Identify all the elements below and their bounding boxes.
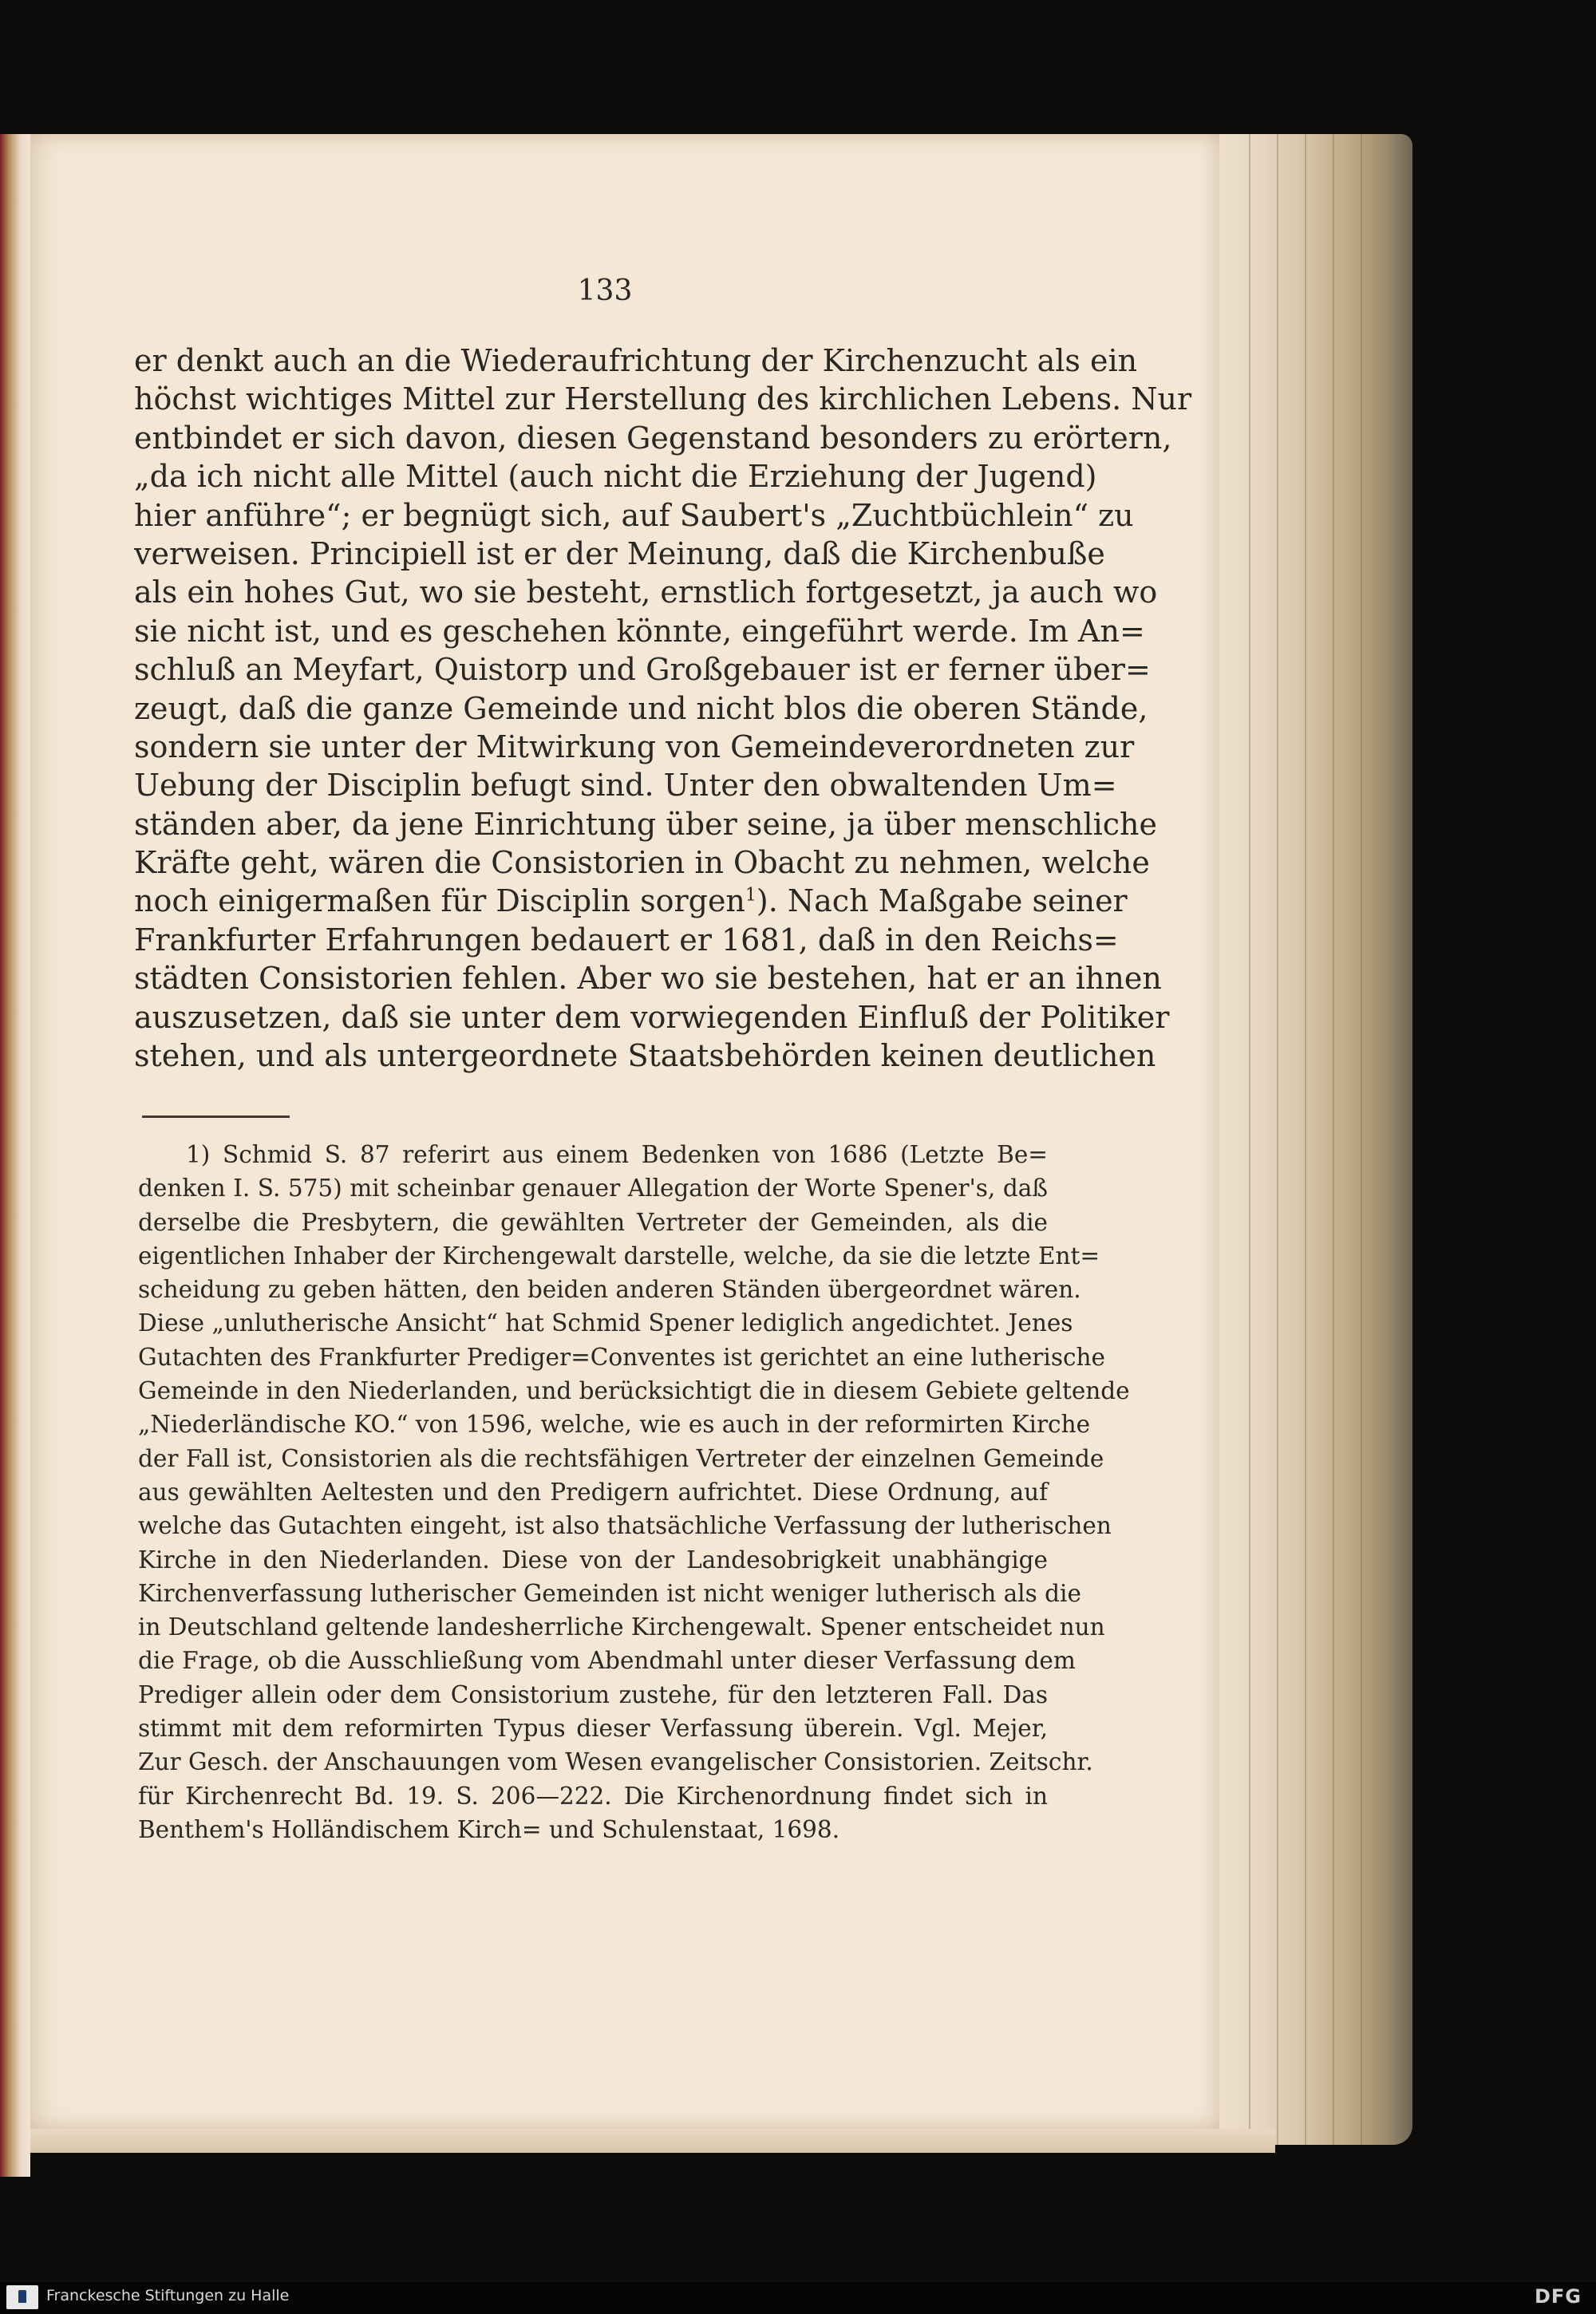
footnote-line: denken I. S. 575) mit scheinbar genauer Allegation der Worte Spener's, daß — [138, 1175, 1048, 1202]
body-line: entbindet er sich davon, diesen Gegenstand besonders zu erörtern, — [134, 420, 1172, 456]
body-line: sondern sie unter der Mitwirkung von Gemeindeverordneten zur — [134, 729, 1135, 764]
body-line: Frankfurter Erfahrungen bedauert er 1681, daß in den Reichs= — [134, 922, 1119, 958]
footnote-line: Gutachten des Frankfurter Prediger=Conventes ist gerichtet an eine lutherische — [138, 1343, 1105, 1371]
book-fore-edge — [1201, 134, 1412, 2145]
footnote-line: welche das Gutachten eingeht, ist also thatsächliche Verfassung der lutherischen — [138, 1512, 1112, 1540]
body-line: Kräfte geht, wären die Consistorien in Obacht zu nehmen, welche — [134, 845, 1150, 881]
body-line: höchst wichtiges Mittel zur Herstellung des kirchlichen Lebens. Nur — [134, 381, 1192, 417]
footnote-line: Gemeinde in den Niederlanden, und berücksichtigt die in diesem Gebiete geltende — [138, 1377, 1130, 1405]
book-spine-edge — [0, 134, 30, 2177]
footnote-line: Kirche in den Niederlanden. Diese von der Landesobrigkeit unabhängige — [138, 1546, 1048, 1574]
footnote-rule — [142, 1116, 290, 1118]
body-line-head: noch einigermaßen für Disciplin sorgen — [134, 883, 745, 919]
body-line-tail: ). Nach Maßgabe seiner — [756, 883, 1128, 919]
body-line: auszusetzen, daß sie unter dem vorwiegenden Einfluß der Politiker — [134, 999, 1170, 1035]
book-page — [30, 134, 1219, 2129]
body-line: zeugt, daß die ganze Gemeinde und nicht blos die oberen Stände, — [134, 690, 1148, 726]
body-line: als ein hohes Gut, wo sie besteht, ernstlich fortgesetzt, ja auch wo — [134, 575, 1158, 610]
body-line: Uebung der Disciplin befugt sind. Unter den obwaltenden Um= — [134, 768, 1117, 804]
institution-logo-icon[interactable] — [6, 2285, 38, 2309]
footnote-line: Diese „unlutherische Ansicht“ hat Schmid Spener lediglich angedichtet. Jenes — [138, 1309, 1073, 1337]
body-line: ständen aber, da jene Einrichtung über seine, ja über menschliche — [134, 806, 1157, 842]
dfg-logo: DFG — [1534, 2285, 1582, 2308]
footnote-line: Kirchenverfassung lutherischer Gemeinden ist nicht weniger lutherisch als die — [138, 1579, 1081, 1607]
body-line: verweisen. Principiell ist er der Meinung, daß die Kirchenbuße — [134, 535, 1105, 571]
footnotes — [138, 1138, 1130, 1846]
body-line: er denkt auch an die Wiederaufrichtung der Kirchenzucht als ein — [134, 343, 1138, 378]
footnote-line: Prediger allein oder dem Consistorium zustehe, für den letzteren Fall. Das — [138, 1680, 1048, 1708]
page-bottom-edge — [30, 2129, 1275, 2153]
body-line: städten Consistorien fehlen. Aber wo sie bestehen, hat er an ihnen — [134, 961, 1162, 997]
footnote-line: scheidung zu geben hätten, den beiden anderen Ständen übergeordnet wären. — [138, 1276, 1081, 1304]
body-line: stehen, und als untergeordnete Staatsbehörden keinen deutlichen — [134, 1038, 1156, 1074]
footnote-line: 1) Schmid S. 87 referirt aus einem Bedenken von 1686 (Letzte Be= — [186, 1141, 1048, 1168]
page-number: 133 — [577, 274, 633, 307]
body-line-with-footnote-ref — [134, 882, 1128, 920]
body-line: „da ich nicht alle Mittel (auch nicht die Erziehung der Jugend) — [134, 459, 1097, 495]
body-line: hier anführe“; er begnügt sich, auf Saubert's „Zuchtbüchlein“ zu — [134, 497, 1134, 533]
body-text — [134, 342, 1192, 1075]
footnote-line: der Fall ist, Consistorien als die rechtsfähigen Vertreter der einzelnen Gemeinde — [138, 1444, 1104, 1472]
body-line: sie nicht ist, und es geschehen könnte, eingeführt werde. Im An= — [134, 613, 1145, 649]
footnote-line: derselbe die Presbytern, die gewählten Vertreter der Gemeinden, als die — [138, 1208, 1048, 1236]
footnote-line: in Deutschland geltende landesherrliche Kirchengewalt. Spener entscheidet nun — [138, 1613, 1105, 1641]
footnote-line: eigentlichen Inhaber der Kirchengewalt darstelle, welche, da sie die letzte Ent= — [138, 1242, 1100, 1270]
footnote-line: Benthem's Holländischem Kirch= und Schulenstaat, 1698. — [138, 1815, 840, 1843]
footnote-line: die Frage, ob die Ausschließung vom Abendmahl unter dieser Verfassung dem — [138, 1647, 1076, 1675]
footnote-line: für Kirchenrecht Bd. 19. S. 206—222. Die Kirchenordnung findet sich in — [138, 1782, 1048, 1810]
footnote-line: „Niederländische KO.“ von 1596, welche, wie es auch in der reformirten Kirche — [138, 1411, 1091, 1439]
footnote-ref: 1 — [745, 885, 757, 906]
footnote-line: stimmt mit dem reformirten Typus dieser Verfassung überein. Vgl. Mejer, — [138, 1715, 1048, 1743]
footnote-line: Zur Gesch. der Anschauungen vom Wesen evangelischer Consistorien. Zeitschr. — [138, 1748, 1093, 1776]
institution-name: Franckesche Stiftungen zu Halle — [46, 2287, 290, 2304]
body-line: schluß an Meyfart, Quistorp und Großgebauer ist er ferner über= — [134, 652, 1151, 688]
footnote-line: aus gewählten Aeltesten und den Predigern aufrichtet. Diese Ordnung, auf — [138, 1478, 1048, 1506]
